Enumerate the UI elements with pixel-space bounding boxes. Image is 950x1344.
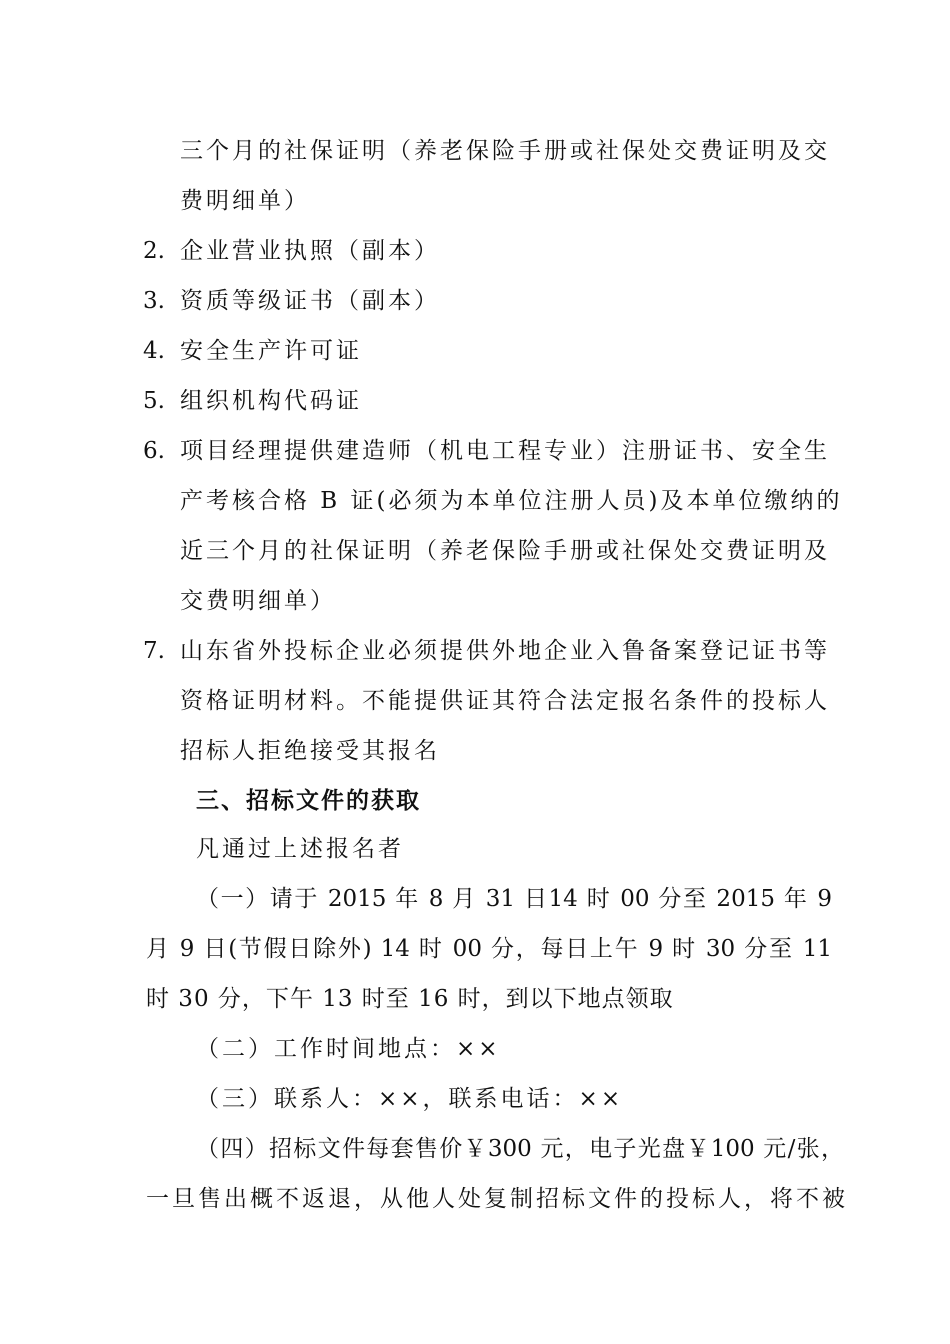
- list-item-1-continuation: 三个月的社保证明（养老保险手册或社保处交费证明及交: [180, 138, 830, 164]
- paragraph-line: 一旦售出概不返退，从他人处复制招标文件的投标人，将不被: [146, 1186, 848, 1212]
- list-number: 7.: [143, 638, 165, 664]
- list-item-6-continuation: 产考核合格 B 证(必须为本单位注册人员)及本单位缴纳的: [180, 488, 843, 514]
- list-item-6: 项目经理提供建造师（机电工程专业）注册证书、安全生: [180, 438, 830, 464]
- list-number: 6.: [143, 438, 165, 464]
- list-item-6-continuation: 交费明细单）: [180, 588, 336, 614]
- list-item-7-continuation: 资格证明材料。不能提供证其符合法定报名条件的投标人: [180, 688, 830, 714]
- list-item-3: 资质等级证书（副本）: [180, 288, 440, 314]
- list-item-4: 安全生产许可证: [180, 338, 362, 364]
- section-heading: 三、招标文件的获取: [196, 788, 421, 814]
- list-item-2: 企业营业执照（副本）: [180, 238, 440, 264]
- paragraph-line: 月 9 日(节假日除外) 14 时 00 分，每日上午 9 时 30 分至 11: [146, 936, 832, 962]
- paragraph-line: （一）请于 2015 年 8 月 31 日14 时 00 分至 2015 年 9: [196, 886, 832, 912]
- list-item-7-continuation: 招标人拒绝接受其报名: [180, 738, 440, 764]
- list-item-6-continuation: 近三个月的社保证明（养老保险手册或社保处交费证明及: [180, 538, 830, 564]
- paragraph-line: 时 30 分，下午 13 时至 16 时，到以下地点领取: [146, 986, 674, 1012]
- list-item-5: 组织机构代码证: [180, 388, 362, 414]
- list-item-1-continuation: 费明细单）: [180, 188, 310, 214]
- list-item-7: 山东省外投标企业必须提供外地企业入鲁备案登记证书等: [180, 638, 830, 664]
- paragraph-line: （二）工作时间地点：××: [196, 1036, 501, 1062]
- list-number: 3.: [143, 288, 165, 314]
- list-number: 4.: [143, 338, 165, 364]
- paragraph-line: （四）招标文件每套售价￥300 元，电子光盘￥100 元/张，: [196, 1136, 844, 1162]
- list-number: 5.: [143, 388, 165, 414]
- paragraph-line: （三）联系人：××，联系电话：××: [196, 1086, 624, 1112]
- paragraph: 凡通过上述报名者: [196, 836, 404, 862]
- list-number: 2.: [143, 238, 165, 264]
